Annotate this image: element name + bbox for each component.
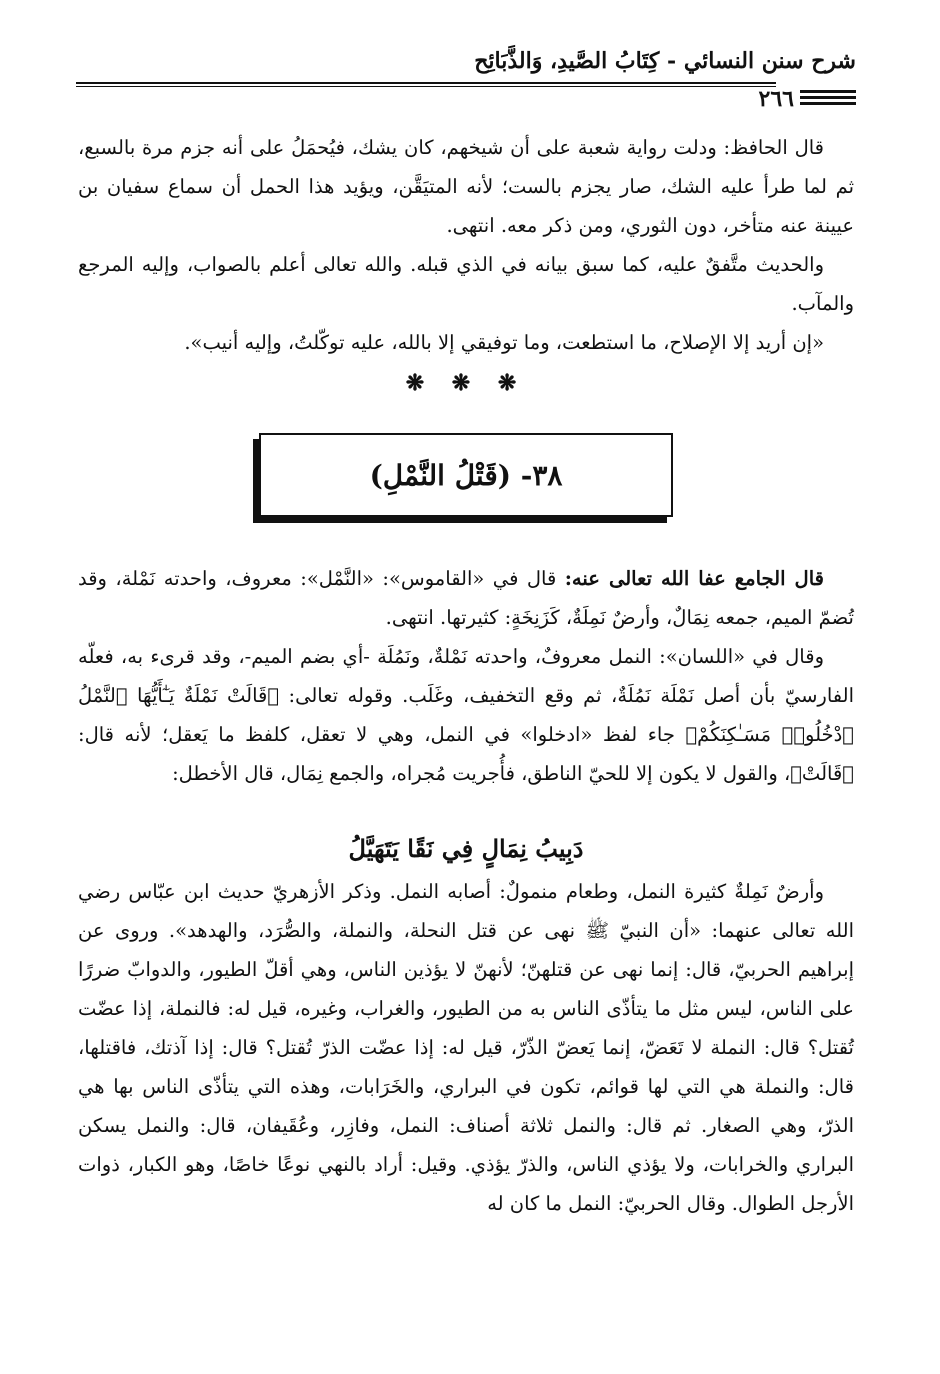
paragraph-closing-verse: «إن أريد إلا الإصلاح، ما استطعت، وما توفيقي إلا بالله، عليه توكّلتُ، وإليه أنيب». [184,331,824,354]
poetry-verse: دَبِيبُ نِمَالٍ فِي نَقًا يَتَهَيَّلُ [348,834,584,863]
intro-text: قال في «القاموس»: «النَّمْل»: معروف، واحدته نَمْلة، وقد تُضمّ الميم، جمعه نِمَالٌ، وأرضٌ نَمِلَةٌ، كَزَنِخَةٍ: كثيرتها. انتهى. [78,567,854,629]
paragraph-intro [78,559,854,637]
section-separator: ❋ ❋ ❋ [405,370,527,396]
header-rule [76,82,776,87]
chapter-title: ٣٨- (قَتْلُ النَّمْلِ) [259,433,673,517]
running-title: شرح سنن النسائي - كِتَابُ الصَّيدِ، وَالذَّبَائِح [474,48,856,74]
paragraph-hafiz: قال الحافظ: ودلت رواية شعبة على أن شيخهم، كان يشك، فيُحمَلُ على أنه جزم مرة بالسبع، ثم لما طرأ عليه الشك، صار يجزم بالست؛ لأنه المتيَقَّن، ويؤيد هذا الحمل أن سماع سفيان بن عيينة عنه متأخر، دون الثوري، ومن ذكر معه. انتهى. [78,136,854,237]
intro-lead: قال الجامع عفا الله تعالى عنه: [564,567,824,590]
page-number-ornament [800,90,856,108]
page-body [78,128,854,1223]
paragraph-hadith-agreed: والحديث متَّفقٌ عليه، كما سبق بيانه في الذي قبله. والله تعالى أعلم بالصواب، وإليه المرجع والمآب. [78,253,854,315]
chapter-title-frame [78,433,854,517]
paragraph-lisan: وقال في «اللسان»: النمل معروفٌ، واحدته نَمْلةٌ، ونَمُلَة -أي بضم الميم-، وقد قرىء به، فعلّه الفارسيّ بأن أصل نَمْلَة نَمُلَةٌ، ثم وقع التخفيف، وغَلَب. وقوله تعالى: ﴿قَالَتْ نَمْلَةٌ يَـٰٓأَيُّهَا ٱلنَّمْلُ ٱدْخُلُوا۟ مَسَـٰكِنَكُمْ﴾ جاء لفظ «ادخلوا» في النمل، وهي لا تعقل، كلفظ ما يَعقل؛ لأنه قال: ﴿قَالَتْ﴾، والقول لا يكون إلا للحيّ الناطق، فأُجريت مُجراه، والجمع نِمَال، قال الأخطل: [78,645,854,785]
paragraph-ant-discussion: وأرضٌ نَمِلةٌ كثيرة النمل، وطعام منمولٌ: أصابه النمل. وذكر الأزهريّ حديث ابن عبّاس رضي الله تعالى عنهما: «أن النبيّ ﷺ نهى عن قتل النحلة، والنملة، والصُّرَد، والهدهد». وروى عن إبراهيم الحربيّ، قال: إنما نهى عن قتلهنّ؛ لأنهنّ لا يؤذين الناس، وهي أقلّ الطيور، والدوابّ ضررًا على الناس، ليس مثل ما يتأذّى الناس به من الطيور، والغراب، وغيره، قيل له: فالنملة، إذا عضّت تُقتل؟ قال: النملة لا تَعَضّ، إنما يَعضّ الذّرّ، قيل له: إذا عضّت الذرّ تُقتل؟ قال: إذا آذتك، فاقتلها، قال: والنملة هي التي لها قوائم، تكون في البراري، والخَرَابات، وهذه التي يتأذّى الناس بها هي الذرّ، وهي الصغار. ثم قال: والنمل ثلاثة أصناف: النمل، وفازِر، وعُقَيفان، قال: والنمل يسكن البراري والخرابات، ولا يؤذي الناس، والذرّ يؤذي. وقيل: أراد بالنهي نوعًا خاصًا، وهو الكبار، ذوات الأرجل الطوال. وقال الحربيّ: النمل ما كان له [78,880,854,1215]
page-number: ٢٦٦ [758,86,794,112]
page-header [76,48,856,112]
